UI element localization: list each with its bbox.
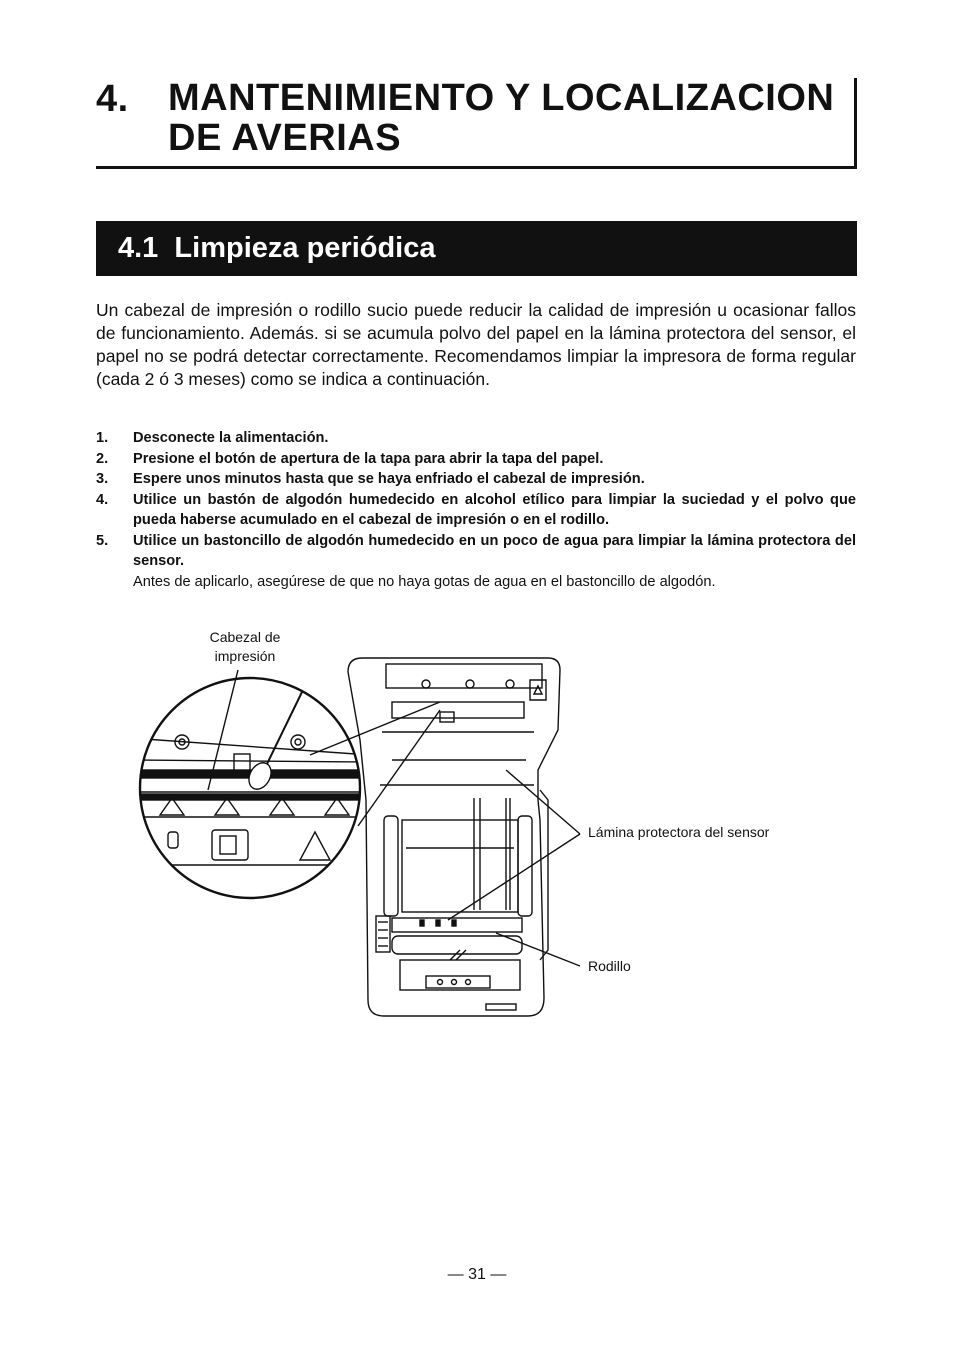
step-number: 5. [96,532,109,549]
step-item [96,449,856,470]
intro-paragraph: Un cabezal de impresión o rodillo sucio puede reducir la calidad de impresión u ocasionar fallos de funcionamiento. Además. si se acumula polvo del papel en la lámina protectora del sensor, el papel no se podrá detectar correctamente. Recomendamos limpiar la impresora de forma regular (cada 2 ó 3 meses) como se indica a continuación. [96,300,856,389]
step-item [96,531,856,593]
step-text: Utilice un bastoncillo de algodón humedecido en un poco de agua para limpiar la lámina protectora del sensor. [133,532,856,569]
section-title: 4.1 Limpieza periódica [118,232,436,264]
step-text: Utilice un bastón de algodón humedecido en alcohol etílico para limpiar la suciedad y el polvo que pueda haberse acumulado en el cabezal de impresión o en el rodillo. [133,491,856,528]
sensor-leader-2 [448,834,580,920]
section-heading-bar [96,221,857,276]
step-number: 1. [96,430,109,446]
chapter-heading [96,78,857,169]
callout-roller: Rodillo [588,958,631,974]
step-item [96,428,856,449]
chapter-title: MANTENIMIENTO Y LOCALIZACION DE AVERIAS [168,77,835,159]
page-number: — 31 — [447,1266,507,1283]
step-number: 2. [96,450,109,467]
step-text: Desconecte la alimentación. [133,430,329,446]
step-text: Espere unos minutos hasta que se haya enfriado el cabezal de impresión. [133,471,645,487]
printer-body [348,658,560,1016]
step-number: 4. [96,491,109,508]
roller-shape [392,936,522,954]
step-item [96,490,856,531]
callout-sensor-sheet: Lámina protectora del sensor [588,824,770,840]
printer-cleaning-illustration [130,620,830,1030]
steps-list [96,428,856,592]
step-text: Presione el botón de apertura de la tapa para abrir la tapa del papel. [133,450,604,467]
sensor-leader-1 [506,770,580,834]
step-number: 3. [96,471,109,487]
roller-leader [496,933,580,966]
callout-print-head: Cabezal de impresión [209,629,281,664]
step-note: Antes de aplicarlo, asegúrese de que no haya gotas de agua en el bastoncillo de algodón. [133,573,716,590]
chapter-number: 4. [96,78,129,120]
step-item [96,469,856,490]
